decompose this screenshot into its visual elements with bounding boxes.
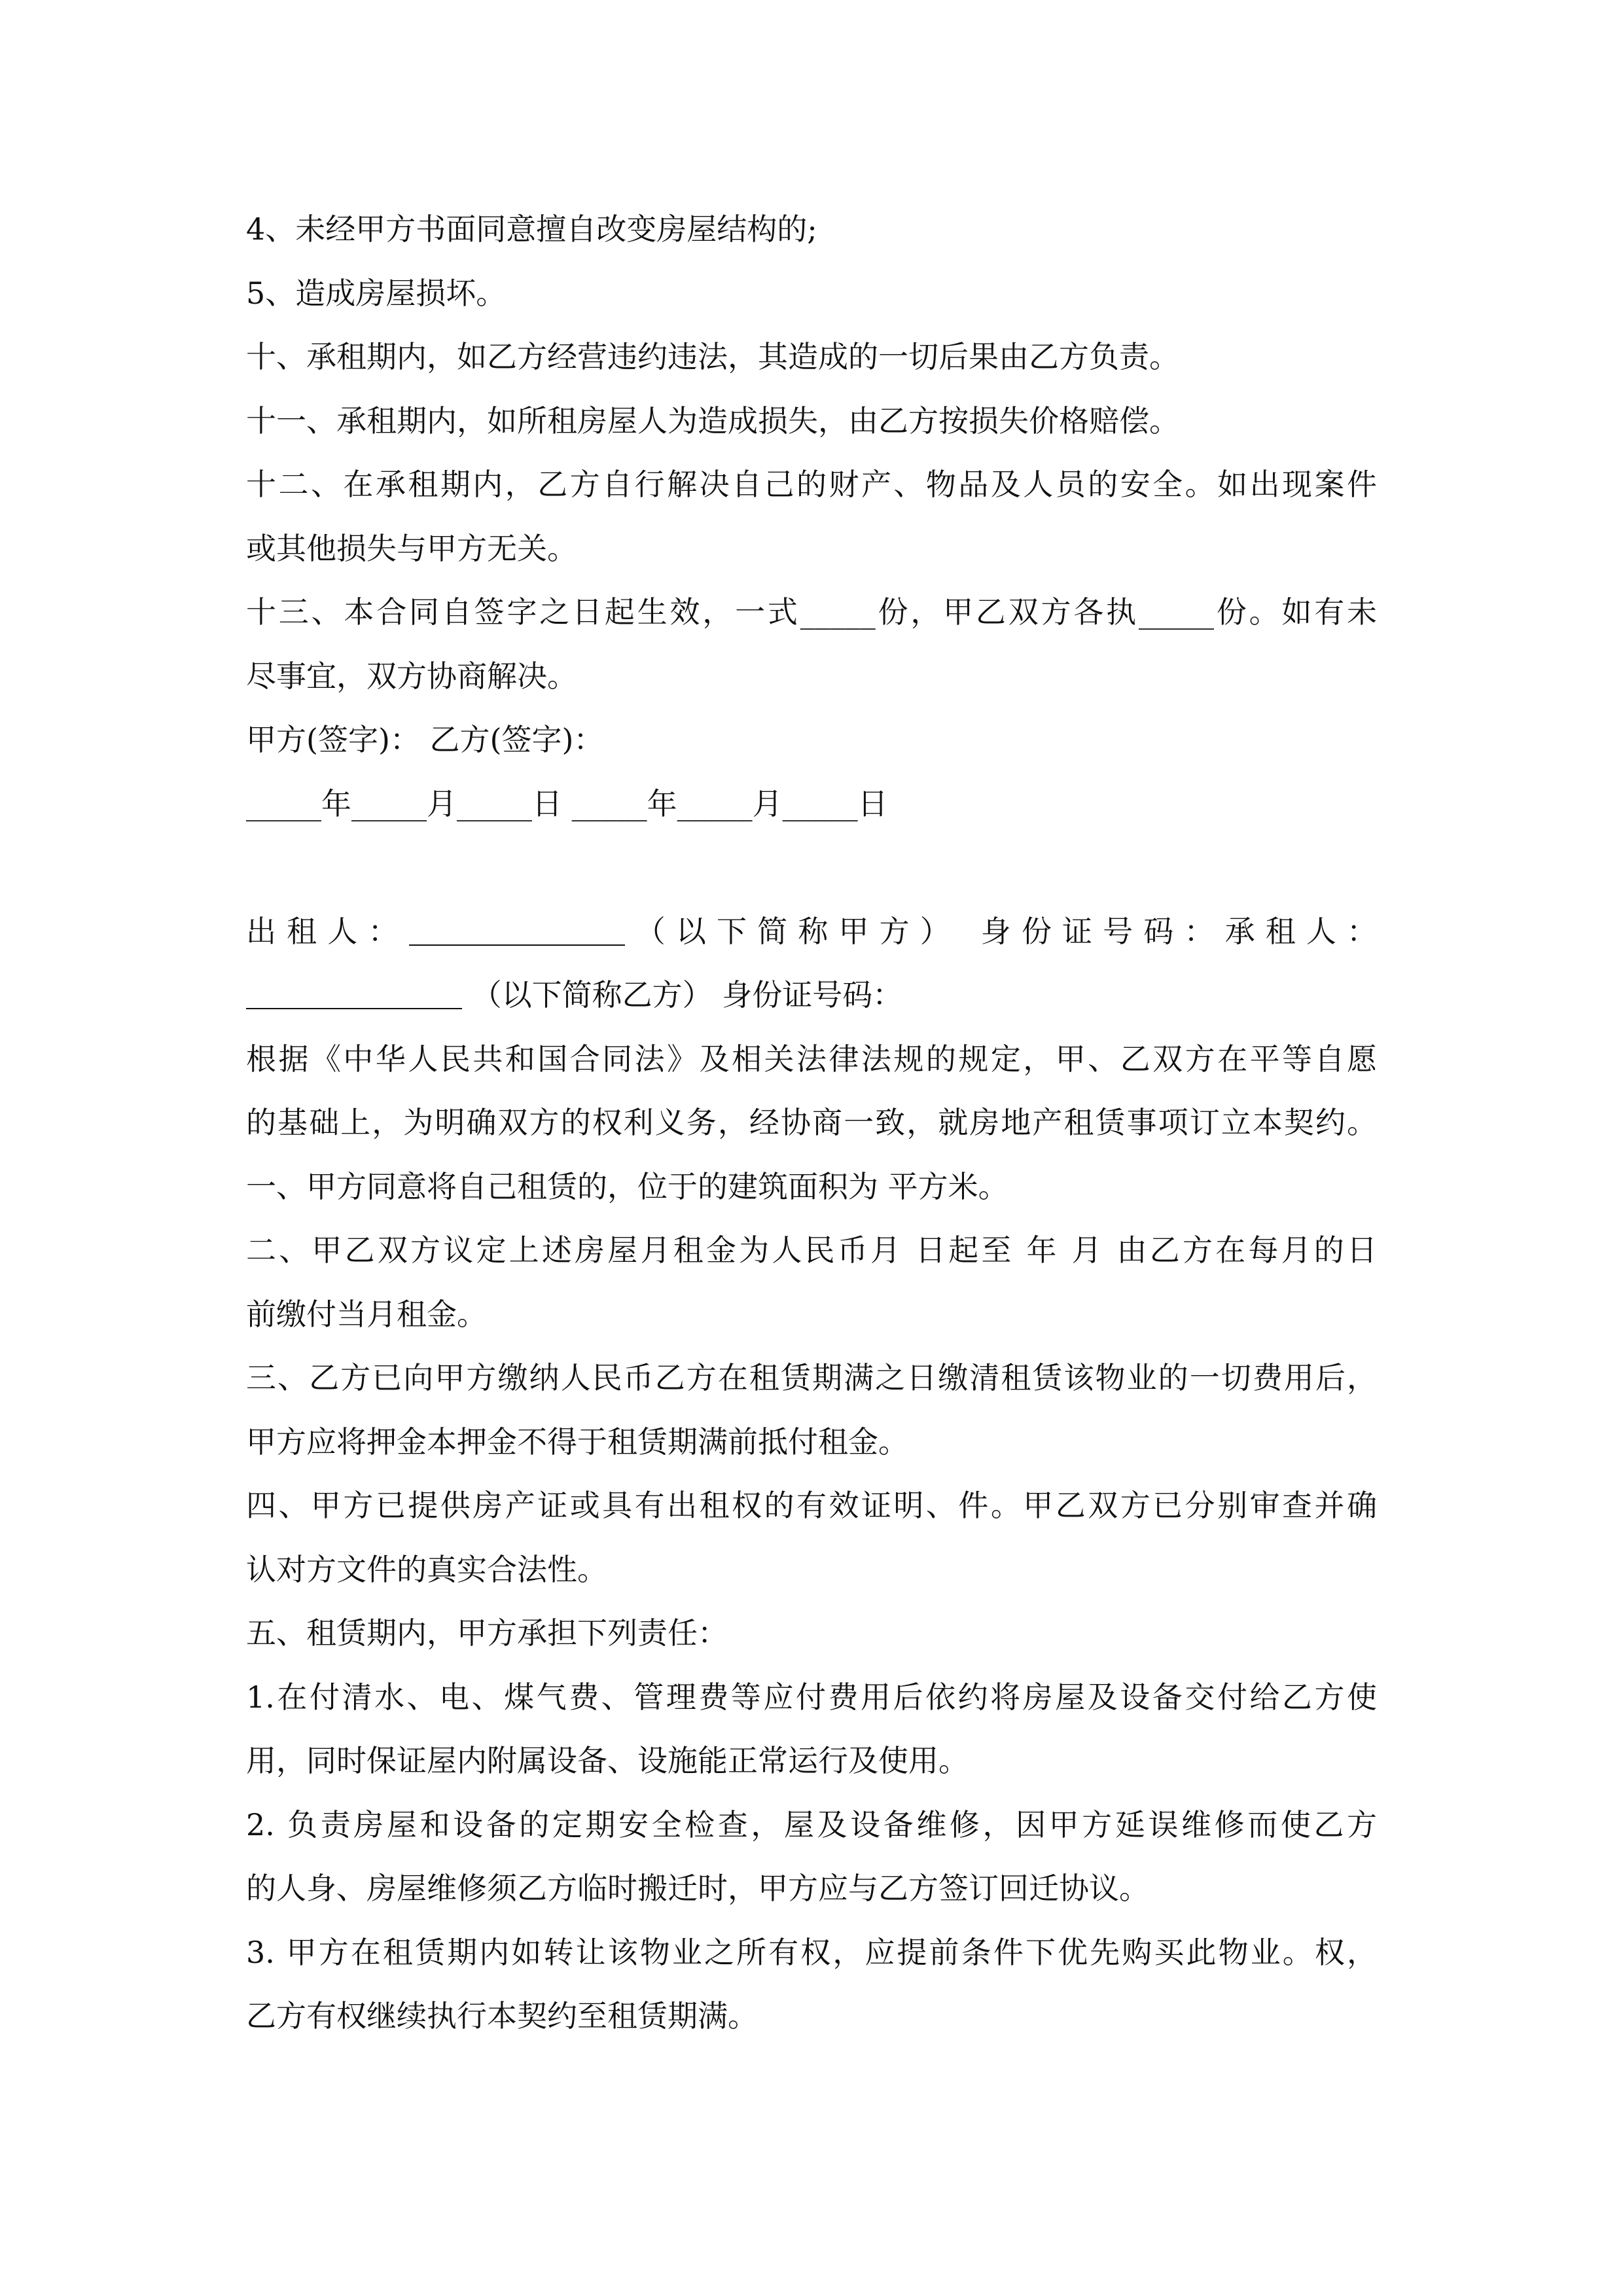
clause-line: 一、甲方同意将自己租赁的，位于的建筑面积为 平方米。 — [246, 1168, 1008, 1204]
clause-line: 甲方应将押金本押金不得于租赁期满前抵付租金。 — [246, 1424, 908, 1460]
clause-line: 二、甲乙双方议定上述房屋月租金为人民币月 日起至 年 月 由乙方在每月的日 — [246, 1232, 1377, 1268]
date-line: _____年_____月_____日 _____年_____月_____日 — [246, 785, 888, 821]
document-page — [246, 198, 1377, 2049]
clause-line: 5、造成房屋损坏。 — [246, 275, 507, 311]
lessee-note: （以下简称乙方） 身份证号码： — [471, 977, 903, 1013]
clause-line: 3. 甲方在租赁期内如转让该物业之所有权，应提前条件下优先购买此物业。权， — [246, 1934, 1377, 1970]
clause-line: 十一、承租期内，如所租房屋人为造成损失，由乙方按损失价格赔偿。 — [246, 403, 1179, 439]
clause-line: 1.在付清水、电、煤气费、管理费等应付费用后依约将房屋及设备交付给乙方使 — [246, 1679, 1377, 1715]
lessee-blank — [246, 982, 462, 1009]
clause-line: 的人身、房屋维修须乙方临时搬迁时，甲方应与乙方签订回迁协议。 — [246, 1871, 1149, 1906]
clause-line: 认对方文件的真实合法性。 — [246, 1551, 607, 1587]
clause-line: 根据《中华人民共和国合同法》及相关法律法规的规定，甲、乙双方在平等自愿 — [246, 1041, 1377, 1077]
clause-line: 乙方有权继续执行本契约至租赁期满。 — [246, 1998, 758, 2034]
clause-line: 2. 负责房屋和设备的定期安全检查，屋及设备维修，因甲方延误维修而使乙方 — [246, 1806, 1377, 1842]
parties-line — [246, 900, 1377, 964]
lessee-line — [246, 963, 1377, 1028]
clause-line: 十、承租期内，如乙方经营违约违法，其造成的一切后果由乙方负责。 — [246, 339, 1179, 374]
clause-line: 三、乙方已向甲方缴纳人民币乙方在租赁期满之日缴清租赁该物业的一切费用后， — [246, 1360, 1377, 1395]
clause-line: 用，同时保证屋内附属设备、设施能正常运行及使用。 — [246, 1743, 969, 1778]
signature-line: 甲方(签字)： 乙方(签字)： — [246, 722, 604, 757]
clause-line: 4、未经甲方书面同意擅自改变房屋结构的; — [246, 211, 817, 247]
lessor-note: （以下简称甲方） 身份证号码： — [624, 913, 1225, 949]
clause-line: 前缴付当月租金。 — [246, 1296, 487, 1332]
clause-line: 四、甲方已提供房产证或具有出租权的有效证明、件。甲乙双方已分别审查并确 — [246, 1488, 1377, 1523]
clause-line: 的基础上，为明确双方的权利义务，经协商一致，就房地产租赁事项订立本契约。 — [246, 1105, 1377, 1140]
clause-line: 十三、本合同自签字之日起生效，一式_____份，甲乙双方各执_____份。如有未 — [246, 594, 1377, 630]
clause-line: 尽事宜，双方协商解决。 — [246, 658, 577, 694]
clause-line: 十二、在承租期内，乙方自行解决自己的财产、物品及人员的安全。如出现案件 — [246, 467, 1377, 502]
clause-line: 或其他损失与甲方无关。 — [246, 530, 577, 566]
clause-line: 五、租赁期内，甲方承担下列责任： — [246, 1615, 728, 1651]
lessor-blank — [409, 918, 625, 946]
lessee-label: 承租人： — [1224, 913, 1378, 949]
lessor-label: 出租人： — [246, 913, 409, 949]
